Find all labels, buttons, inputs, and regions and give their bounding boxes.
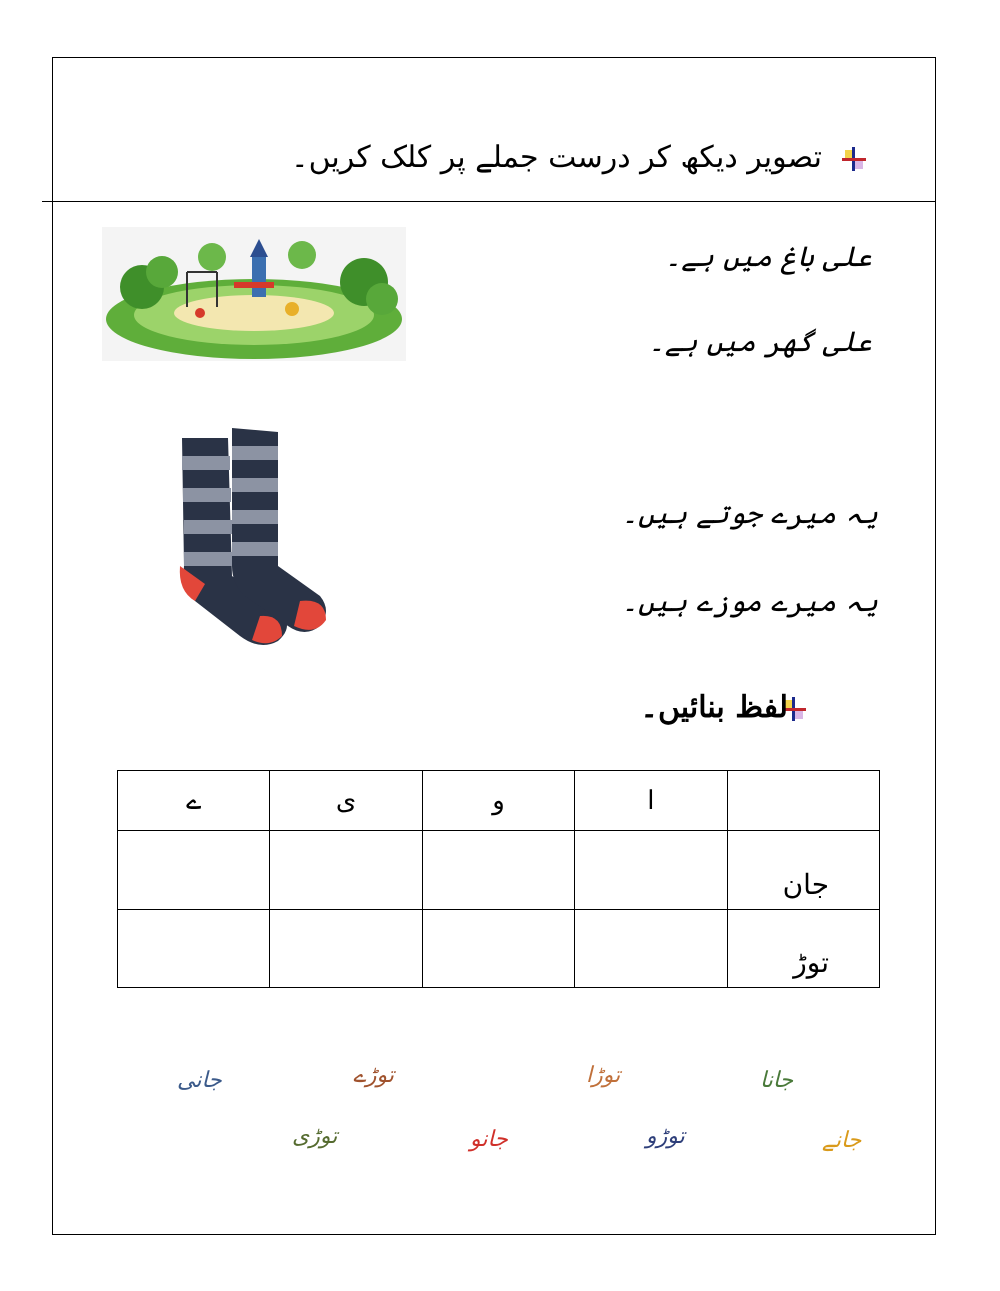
word-bank-item[interactable]: جانے [822, 1128, 862, 1153]
answer-drop-cell[interactable] [270, 831, 422, 909]
option-ali-in-garden[interactable]: علی باغ میں ہے۔ [664, 240, 872, 273]
header-cell [727, 771, 879, 831]
option-my-shoes[interactable]: یہ میرے جوتے ہیں۔ [621, 497, 878, 530]
header-cell: ے [118, 771, 270, 831]
table-row [118, 909, 880, 987]
header-cell: ا [575, 771, 727, 831]
make-words-heading: لفظ بنائیں۔ [640, 690, 788, 725]
answer-drop-cell[interactable] [118, 831, 270, 909]
word-bank-item[interactable]: جانا [760, 1068, 794, 1093]
answer-drop-cell[interactable] [422, 909, 574, 987]
answer-drop-cell[interactable] [575, 831, 727, 909]
header-cell: ی [270, 771, 422, 831]
option-my-socks[interactable]: یہ میرے موزے ہیں۔ [621, 585, 878, 618]
word-bank-item[interactable]: توڑے [353, 1063, 395, 1088]
striped-socks-image [170, 426, 335, 651]
answer-drop-cell[interactable] [118, 909, 270, 987]
bullet-icon [842, 147, 866, 171]
answer-drop-cell[interactable] [270, 909, 422, 987]
root-word-cell: توڑ [727, 909, 879, 987]
header-cell: و [422, 771, 574, 831]
answer-drop-cell[interactable] [575, 909, 727, 987]
root-word-cell: جان [727, 831, 879, 909]
word-bank-item[interactable]: توڑا [586, 1063, 621, 1088]
word-bank-item[interactable]: توڑی [292, 1124, 338, 1149]
option-ali-at-home[interactable]: علی گھر میں ہے۔ [648, 325, 872, 358]
word-bank-item[interactable]: جانی [177, 1068, 222, 1093]
answer-drop-cell[interactable] [422, 831, 574, 909]
divider-line [42, 201, 936, 202]
instruction-heading: تصویر دیکھ کر درست جملے پر کلک کریں۔ [291, 140, 822, 175]
word-building-table [117, 770, 880, 988]
table-row [118, 831, 880, 909]
table-header-row [118, 771, 880, 831]
word-bank-item[interactable]: توڑو [646, 1124, 685, 1149]
word-bank-item[interactable]: جانو [470, 1127, 508, 1152]
playground-park-image [102, 227, 406, 361]
